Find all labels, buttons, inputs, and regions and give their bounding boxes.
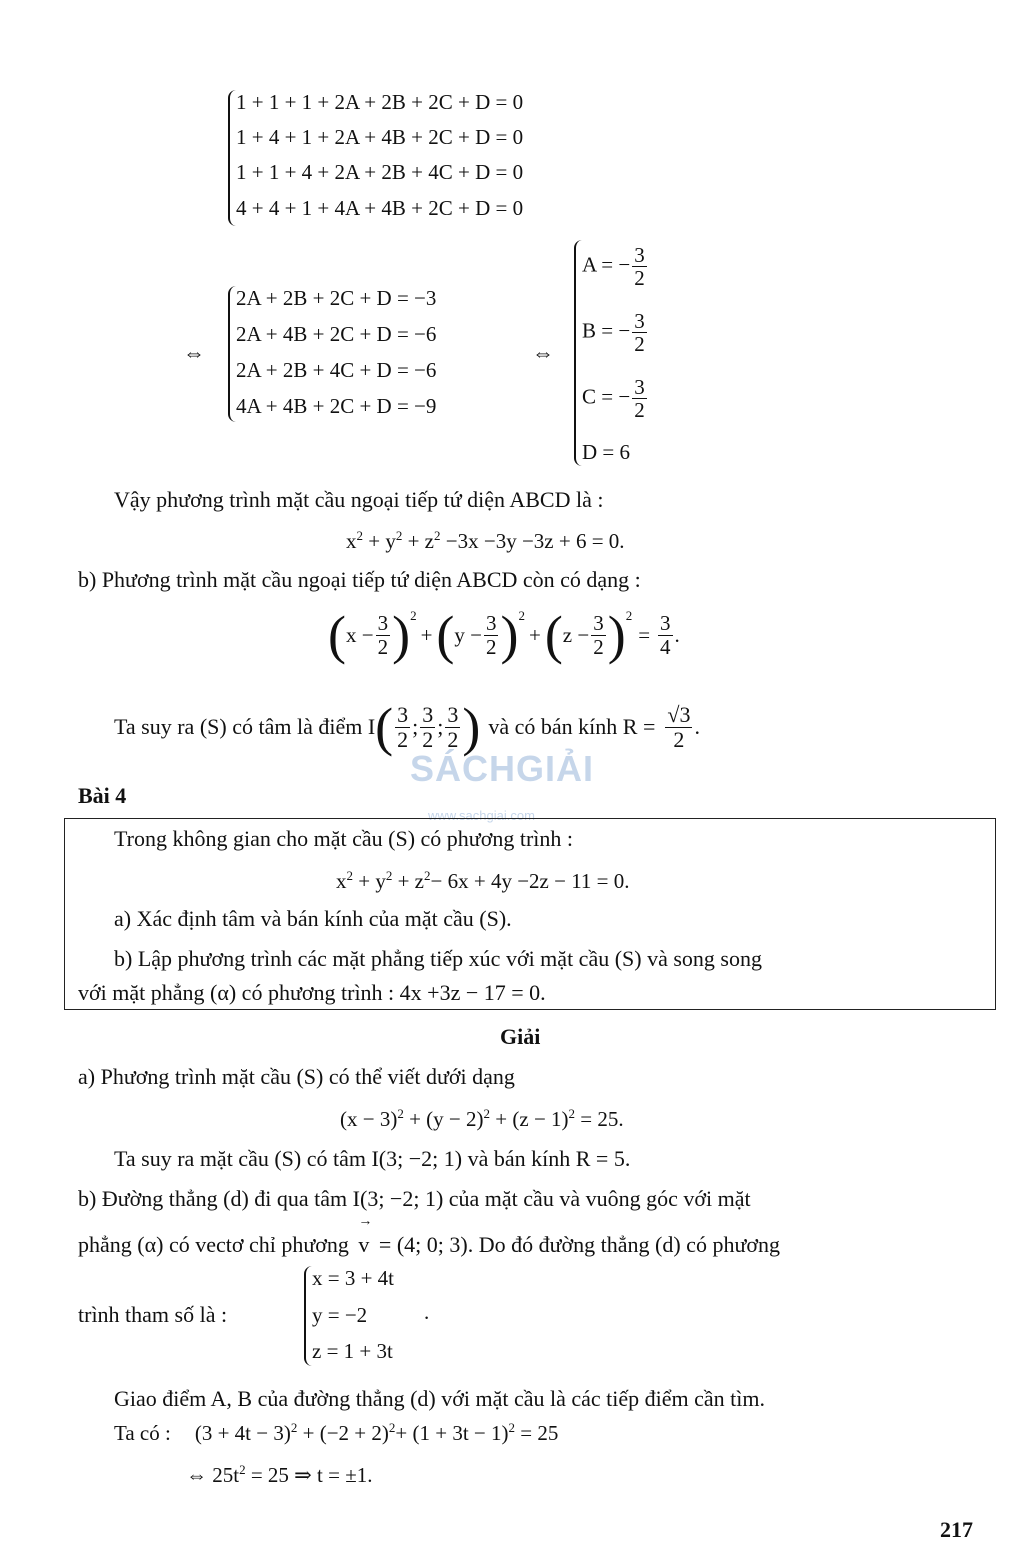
conclusion-text: Vậy phương trình mặt cầu ngoại tiếp tứ diện ABCD là :	[114, 487, 604, 512]
system2-line-1: 2A + 2B + 2C + D = −3	[236, 286, 437, 310]
param-label: trình tham số là :	[78, 1302, 228, 1327]
system1-line-1: 1 + 1 + 1 + 2A + 2B + 2C + D = 0	[236, 90, 524, 114]
sol-c-line-2: Ta có : $(3 + 4t - 3)^2 + (-2 + 2)^2+ (1 + 3t - 1)^2 = 25$	[114, 1420, 559, 1445]
system2-line-3: 2A + 2B + 4C + D = −6	[236, 358, 437, 382]
param-x: x = 3 + 4t	[312, 1266, 395, 1290]
sol-c-line-1: Giao điểm A, B của đường thẳng (d) với mặt cầu là các tiếp điểm cần tìm.	[114, 1386, 765, 1411]
center-radius-text: Ta suy ra (S) có tâm là điểm I ( $\frac{3}{2}$ ; $\frac{3}{2}$ ; $\frac{3}{2}$ ) và có bán kính R = $\frac{√3}{2}$ .	[114, 697, 700, 757]
solution-C: C = − $\frac{3}{2}$	[582, 375, 645, 423]
param-z: z = 1 + 3t	[312, 1339, 393, 1363]
watermark-url: www.sachgiai.com	[428, 808, 535, 823]
exercise-heading: Bài 4	[78, 783, 127, 808]
sol-a-line-1: a) Phương trình mặt cầu (S) có thể viết dưới dạng	[78, 1064, 515, 1089]
sol-a-equation: $(x - 3)^2 + (y - 2)^2 + (z - 1)^2 = 25$.	[340, 1106, 624, 1131]
problem-line-1: Trong không gian cho mặt cầu (S) có phương trình :	[114, 826, 574, 851]
sol-a-line-2: Ta suy ra mặt cầu (S) có tâm I(3; −2; 1) và bán kính R = 5.	[114, 1146, 631, 1171]
equiv-arrow-1: ⇔	[183, 340, 205, 365]
problem-part-b-1: b) Lập phương trình các mặt phẳng tiếp xúc với mặt cầu (S) và song song	[114, 946, 762, 971]
system1-line-4: 4 + 4 + 1 + 4A + 4B + 2C + D = 0	[236, 196, 524, 220]
system1-line-2: 1 + 4 + 1 + 2A + 4B + 2C + D = 0	[236, 125, 524, 149]
solution-heading: Giải	[500, 1024, 541, 1049]
param-y: y = −2	[312, 1303, 368, 1327]
sol-b-line-2: phẳng (α) có vectơ chỉ phương → v = (4; 0; 3). Do đó đường thẳng (d) có phương	[78, 1214, 781, 1257]
sol-c-line-3: ⇔ $25t^2 = 25$ ⇒ t = ±1.	[186, 1462, 373, 1487]
solution-A: A = − $\frac{3}{2}$	[582, 243, 645, 291]
param-dot: .	[424, 1300, 430, 1324]
canonical-equation: ( x − $\frac{3}{2}$ ) $^2$ + ( y − $\frac{3}{2}$ ) $^2$ + ( z − $\frac{3}{2}$ ) $^2$ = $\frac{3}{4}$ .	[328, 605, 680, 665]
problem-equation: $x^2 + y^2 + z^2- 6x + 4y -2z - 11 = 0$.	[336, 868, 630, 893]
system2-line-4: 4A + 4B + 2C + D = −9	[236, 394, 437, 418]
problem-part-a: a) Xác định tâm và bán kính của mặt cầu (S).	[114, 906, 512, 931]
page-number: 217	[940, 1517, 973, 1542]
system1-line-3: 1 + 1 + 4 + 2A + 2B + 4C + D = 0	[236, 160, 524, 184]
solution-B: B = − $\frac{3}{2}$	[582, 309, 645, 357]
problem-part-b-2: với mặt phẳng (α) có phương trình : 4x +3z − 17 = 0.	[78, 980, 546, 1005]
system2-line-2: 2A + 4B + 2C + D = −6	[236, 322, 437, 346]
equiv-arrow-2: ⇔	[532, 340, 554, 365]
sphere-equation: $x^2 + y^2 + z^2 -3x -3y -3z + 6 = 0$.	[346, 528, 625, 553]
sol-b-line-1: b) Đường thẳng (d) đi qua tâm I(3; −2; 1) của mặt cầu và vuông góc với mặt	[78, 1186, 751, 1211]
solution-D: D = 6	[582, 440, 631, 464]
watermark-logo: SÁCHGIẢI	[410, 748, 595, 789]
part-b-text: b) Phương trình mặt cầu ngoại tiếp tứ diện ABCD còn có dạng :	[78, 567, 641, 592]
